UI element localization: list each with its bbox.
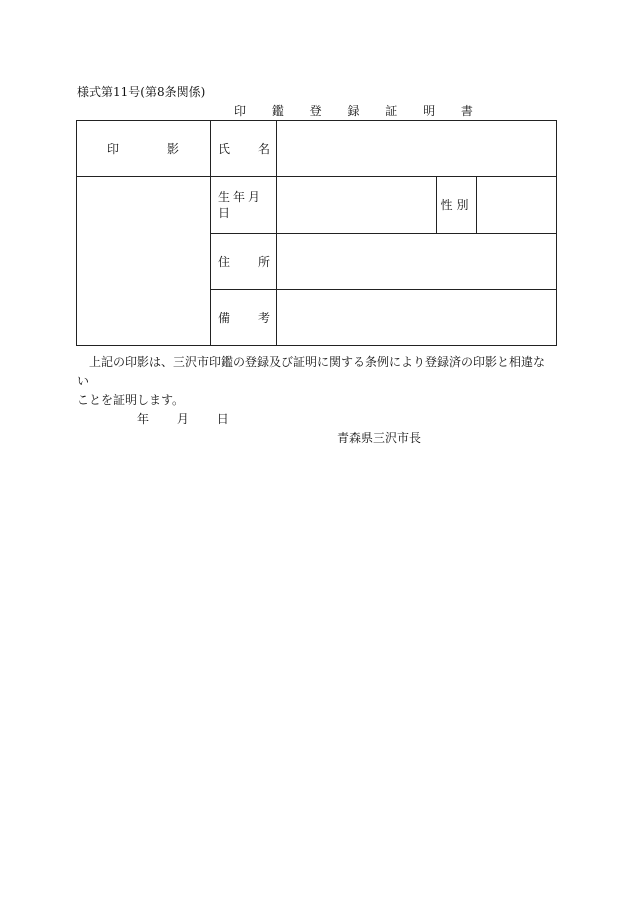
name-value-cell — [277, 121, 557, 177]
name-label-char-1: 氏 — [218, 141, 231, 156]
address-label-char-2: 所 — [257, 254, 270, 269]
seal-label-char-2: 影 — [166, 141, 179, 156]
address-label-char-1: 住 — [218, 254, 231, 269]
remarks-label-char-2: 考 — [257, 310, 270, 325]
name-label-cell — [211, 121, 277, 177]
remarks-label-char-1: 備 — [218, 310, 231, 325]
address-value-cell — [277, 234, 557, 290]
issue-date — [137, 411, 229, 427]
seal-impression-label-cell — [77, 121, 211, 177]
seal-impression-area — [77, 177, 211, 346]
birthdate-value-cell — [277, 177, 437, 234]
form-number: 様式第11号(第8条関係) — [77, 85, 206, 99]
gender-value-cell — [477, 177, 557, 234]
statement-line-2: ことを証明します。 — [77, 393, 185, 407]
date-year-label: 年 — [137, 412, 150, 426]
certification-statement — [77, 353, 555, 410]
address-label-cell — [211, 234, 277, 290]
remarks-label-cell — [211, 290, 277, 346]
gender-label: 性別 — [437, 177, 477, 234]
certificate-table — [76, 120, 557, 346]
date-month-label: 月 — [176, 412, 189, 426]
birthdate-label: 生年月日 — [211, 177, 277, 234]
seal-label-char-1: 印 — [107, 141, 120, 156]
issuer-name: 青森県三沢市長 — [337, 431, 422, 445]
name-label-char-2: 名 — [257, 141, 270, 156]
remarks-value-cell — [277, 290, 557, 346]
document-title: 印 鑑 登 録 証 明 書 — [234, 104, 484, 118]
date-day-label: 日 — [216, 412, 229, 426]
statement-line-1: 上記の印影は、三沢市印鑑の登録及び証明に関する条例により登録済の印影と相違ない — [77, 355, 546, 388]
